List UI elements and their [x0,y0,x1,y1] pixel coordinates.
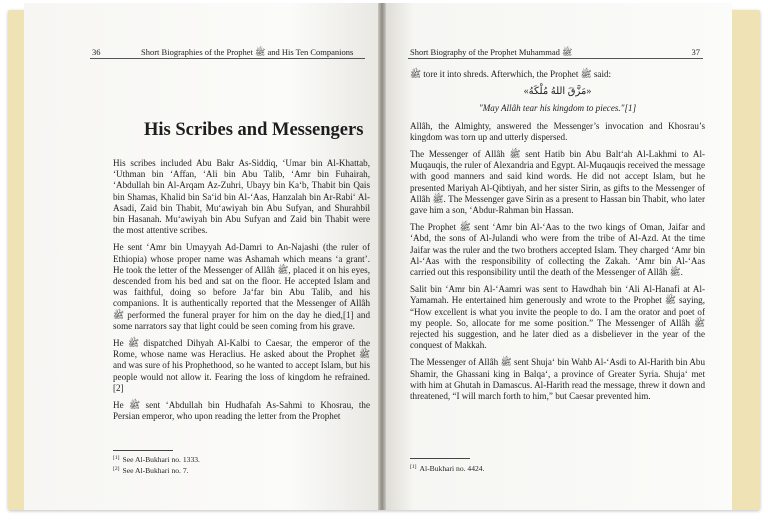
page-number: 37 [691,47,700,57]
paragraph: He ﷺ sent ‘Abdullah bin Hudhafah As-Sahmi to Khosrau, the Persian emperor, who upon reading the letter from the Prophet [113,400,370,422]
footnote-rule [410,458,470,459]
footnote: [1] See Al-Bukhari no. 1333. [113,455,200,464]
paragraph: Salit bin ‘Amr bin Al-‘Aamri was sent to Hawdhah bin ‘Ali Al-Hanafi at Al-Yamamah. He entertained him generously and wrote to the Prophet ﷺ saying, “How excellent is what you invite the people to do. I am the orator and poet of my people. So, allocate for me some position.” The Messenger of Allâh ﷺ rejected his suggestion, and he later died as a disbeliever in the year of the conquest of Makkah. [410,284,705,351]
paragraph: The Messenger of Allâh ﷺ sent Hatib bin Abu Balt‘ah Al-Lakhmi to Al-Muqauqis, the ruler of Alexandria and Egypt. Al-Muqauqis received the message with good manners and said kind words. He did not accept Islam, but he presented Mariyah Al-Qibtiyah, and her sister Sirin, as gifts to the Messenger of Allâh ﷺ. The Messenger gave Sirin as a present to Hassan bin Thabit, who later gave him a son, ‘Abdur-Rahman bin Hassan. [410,149,706,216]
left-page [24,3,378,510]
paragraph: Allâh, the Almighty, answered the Messenger’s invocation and Khosrau’s kingdom was torn up and utterly dispersed. [410,120,705,142]
running-title: Short Biographies of the Prophet ﷺ and His Ten Companions [141,47,354,57]
arabic-quote: «مَزَّقَ اللهُ مُلْكَهُ» [523,86,592,98]
paragraph: His scribes included Abu Bakr As-Siddiq, ‘Umar bin Al-Khattab, ‘Uthman bin ‘Affan, ‘Ali bin Abu Talib, ‘Amr bin Fuhairah, ‘Abdullah bin Al-Arqam Az-Zuhri, Ubayy bin Ka‘b, Thabit bin Qais bin Shamas, Khalid bin Sa‘id bin Al-‘Aas, Hanzalah bin Ar-Rabi‘ Al-Asadi, Zaid bin Thabit, Mu‘awiyah bin Abu Sufyan, and Shurahbil bin Hasanah. Mu‘awiyah bin Abu Sufyan and Zaid bin Thabit were the most attentive scribes. [113,158,370,236]
quote-translation: "May Allâh tear his kingdom to pieces."[1] [478,103,637,114]
footnote-rule [113,450,173,451]
chapter-title: His Scribes and Messengers [144,120,364,140]
page-number: 36 [92,47,101,57]
body-text [113,158,370,428]
footnotes [410,463,485,474]
running-title: Short Biography of the Prophet Muhammad ﷺ [410,47,573,57]
book-spine-gutter [378,3,386,510]
paragraph: He ﷺ dispatched Dihyah Al-Kalbi to Caesar, the emperor of the Rome, whose name was Heraclius. He asked about the Prophet ﷺ and was sure of his Prophethood, so he wanted to accept Islam, but his people would not allow it. Fearing the loss of kingdom he refrained.[2] [113,338,370,393]
paragraph: The Prophet ﷺ sent ‘Amr bin Al-‘Aas to the two kings of Oman, Jaifar and ‘Abd, the sons of Al-Julandi who were from the tribe of Al-Azd. At the time Jaifar was the ruler and the two brothers accepted Islam. They charged ‘Amr bin Al-‘Aas with the responsibility of collecting the Zakah. ‘Amr bin Al-‘Aas carried out this responsibility until the death of the Messenger of Allâh ﷺ. [410,222,705,278]
header-rule [408,58,703,59]
paragraph: The Messenger of Allâh ﷺ sent Shuja‘ bin Wahb Al-‘Asdi to Al-Harith bin Abu Shamir, the Ghassani king in Balqa‘, a province of Greater Syria. Shuja‘ met with him at Ghutah in Damascus. Al-Harith read the message, threw it down and threatened, “I will march forth to him,” but Caesar prevented him. [410,357,706,402]
footnote: [1] Al-Bukhari no. 4424. [410,464,485,473]
paragraph: He sent ‘Amr bin Umayyah Ad-Damri to An-Najashi (the ruler of Ethiopia) whose proper name was Ashamah which means ‘a grant’. He took the letter of the Messenger of Allâh ﷺ, placed it on his eyes, descended from his bed and sat on the floor. He accepted Islam and was faithful, doing so before Ja‘far bin Abu Talib, and his companions. It is authentically reported that the Messenger of Allâh ﷺ performed the funeral prayer for him on the day he died,[1] and some narrators say that light could be seen coming from his grave. [113,242,370,331]
lead-line: ﷺ tore it into shreds. Afterwhich, the Prophet ﷺ said: [410,69,612,79]
footnote: [2] See Al-Bukhari no. 7. [113,465,189,475]
footnotes [113,454,200,475]
header-rule [90,58,365,59]
right-page [386,3,732,510]
body-text [410,69,705,408]
